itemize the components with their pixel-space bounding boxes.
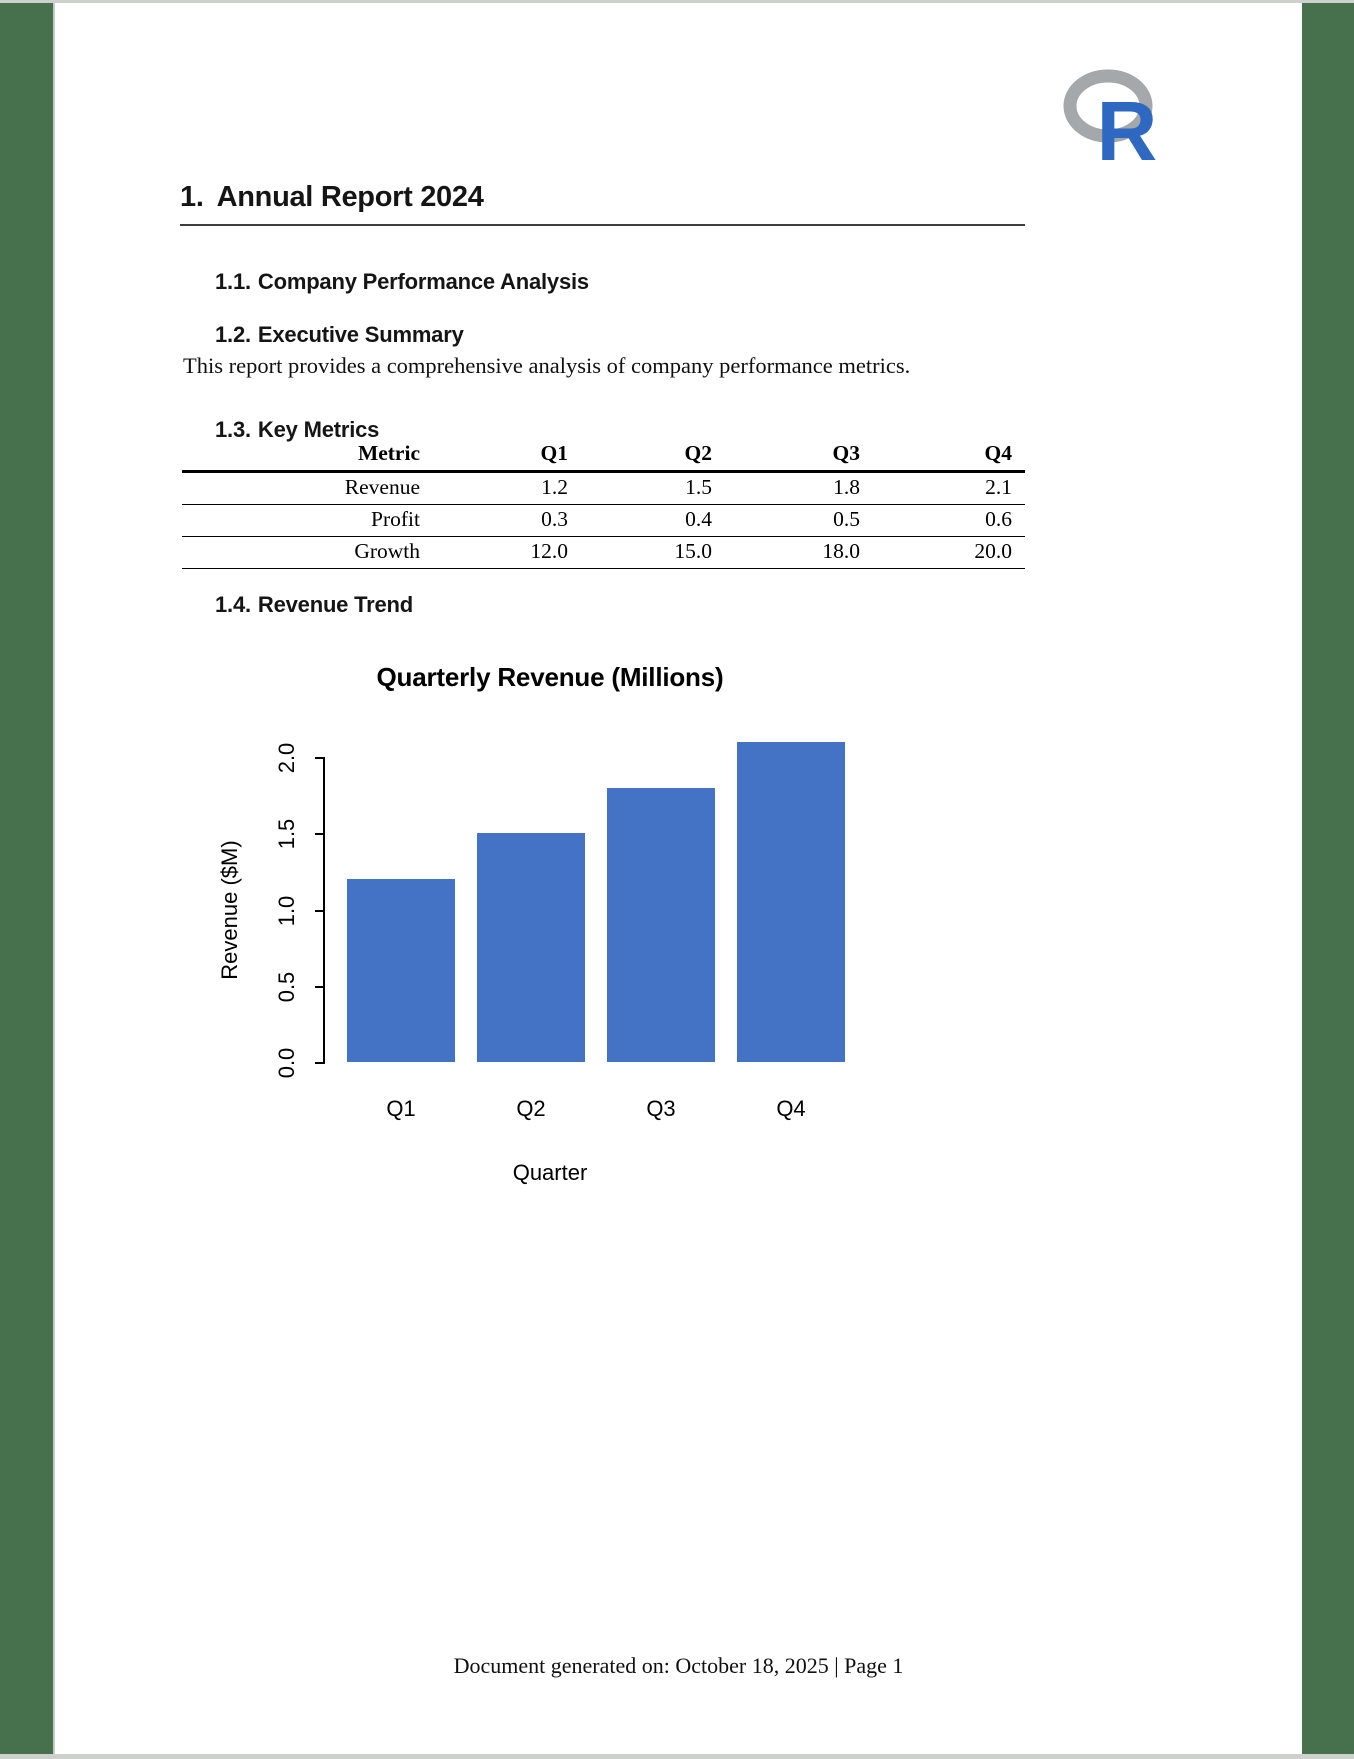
y-axis-tick [315,910,323,912]
section-title: Key Metrics [257,417,380,442]
y-axis-tick [315,986,323,988]
table-cell: 15.0 [674,539,712,563]
y-axis-tick [315,1062,323,1064]
executive-summary-paragraph: This report provides a comprehensive analysis of company performance metrics. [183,353,911,378]
page-title [180,181,484,214]
quarterly-revenue-bar-chart [180,648,1040,1208]
y-axis-tick [315,757,323,759]
section-number: 1.2. [215,322,251,347]
table-header-cell: Q1 [540,441,568,465]
table-cell: 20.0 [974,539,1012,563]
table-header-row [182,439,1025,472]
chart-title: Quarterly Revenue (Millions) [376,662,724,692]
table-cell: 0.5 [833,507,860,531]
title-divider [180,224,1025,226]
section-heading-1-4 [215,592,413,618]
table-header-cell: Q4 [984,441,1012,465]
table-cell: 1.5 [685,475,712,499]
x-axis-category-label: Q4 [776,1096,806,1121]
section-title: Company Performance Analysis [257,269,589,294]
table-cell: 0.6 [985,507,1012,531]
bar-q3 [607,788,715,1063]
section-number: 1.3. [215,417,251,442]
bar-q1 [347,879,455,1062]
page-title-text: Annual Report 2024 [216,181,484,213]
svg-text:R: R [1096,84,1158,165]
table-cell: 1.2 [541,475,568,499]
section-heading-1-2 [215,322,464,348]
table-cell: 1.8 [833,475,860,499]
section-title: Executive Summary [257,322,464,347]
x-axis-title: Quarter [512,1160,588,1185]
table-cell: Profit [371,507,420,531]
x-axis-category-label: Q3 [646,1096,676,1121]
bottom-edge-strip [0,1754,1354,1759]
y-axis-tick-label: 0.0 [274,1047,299,1079]
table-cell: Growth [354,539,420,563]
section-number: 1.1. [215,269,251,294]
document-page [53,3,1302,1754]
table-row [182,472,1025,505]
r-logo-icon [1063,61,1167,165]
y-axis-tick [315,833,323,835]
bar-q2 [477,833,585,1062]
y-axis-title: Revenue ($M) [217,839,242,980]
section-heading-1-1 [215,269,589,295]
page-footer: Document generated on: October 18, 2025 | Page 1 [453,1653,904,1678]
x-axis-category-label: Q2 [516,1096,546,1121]
y-axis-tick-label: 1.0 [274,895,299,926]
section-number: 1.4. [215,592,251,617]
table-cell: 18.0 [822,539,860,563]
y-axis-line [323,757,325,1064]
r-logo-svg [1063,61,1167,165]
table-row [182,505,1025,537]
table-header-cell: Q3 [832,441,860,465]
bar-q4 [737,742,845,1062]
table-header-cell: Q2 [684,441,712,465]
y-axis-tick-label: 0.5 [274,971,299,1003]
key-metrics-table [182,439,1025,569]
page-title-number: 1. [180,181,204,213]
section-title: Revenue Trend [257,592,414,617]
y-axis-tick-label: 1.5 [274,818,299,850]
table-cell: 0.3 [541,507,568,531]
table-cell: 12.0 [530,539,568,563]
table-body [182,472,1025,569]
table-row [182,537,1025,569]
x-axis-category-label: Q1 [386,1096,416,1121]
table-cell: 2.1 [985,475,1012,499]
table-cell: Revenue [344,475,420,499]
table-cell: 0.4 [685,507,712,531]
table-header-cell: Metric [357,441,420,465]
y-axis-tick-label: 2.0 [274,742,299,774]
